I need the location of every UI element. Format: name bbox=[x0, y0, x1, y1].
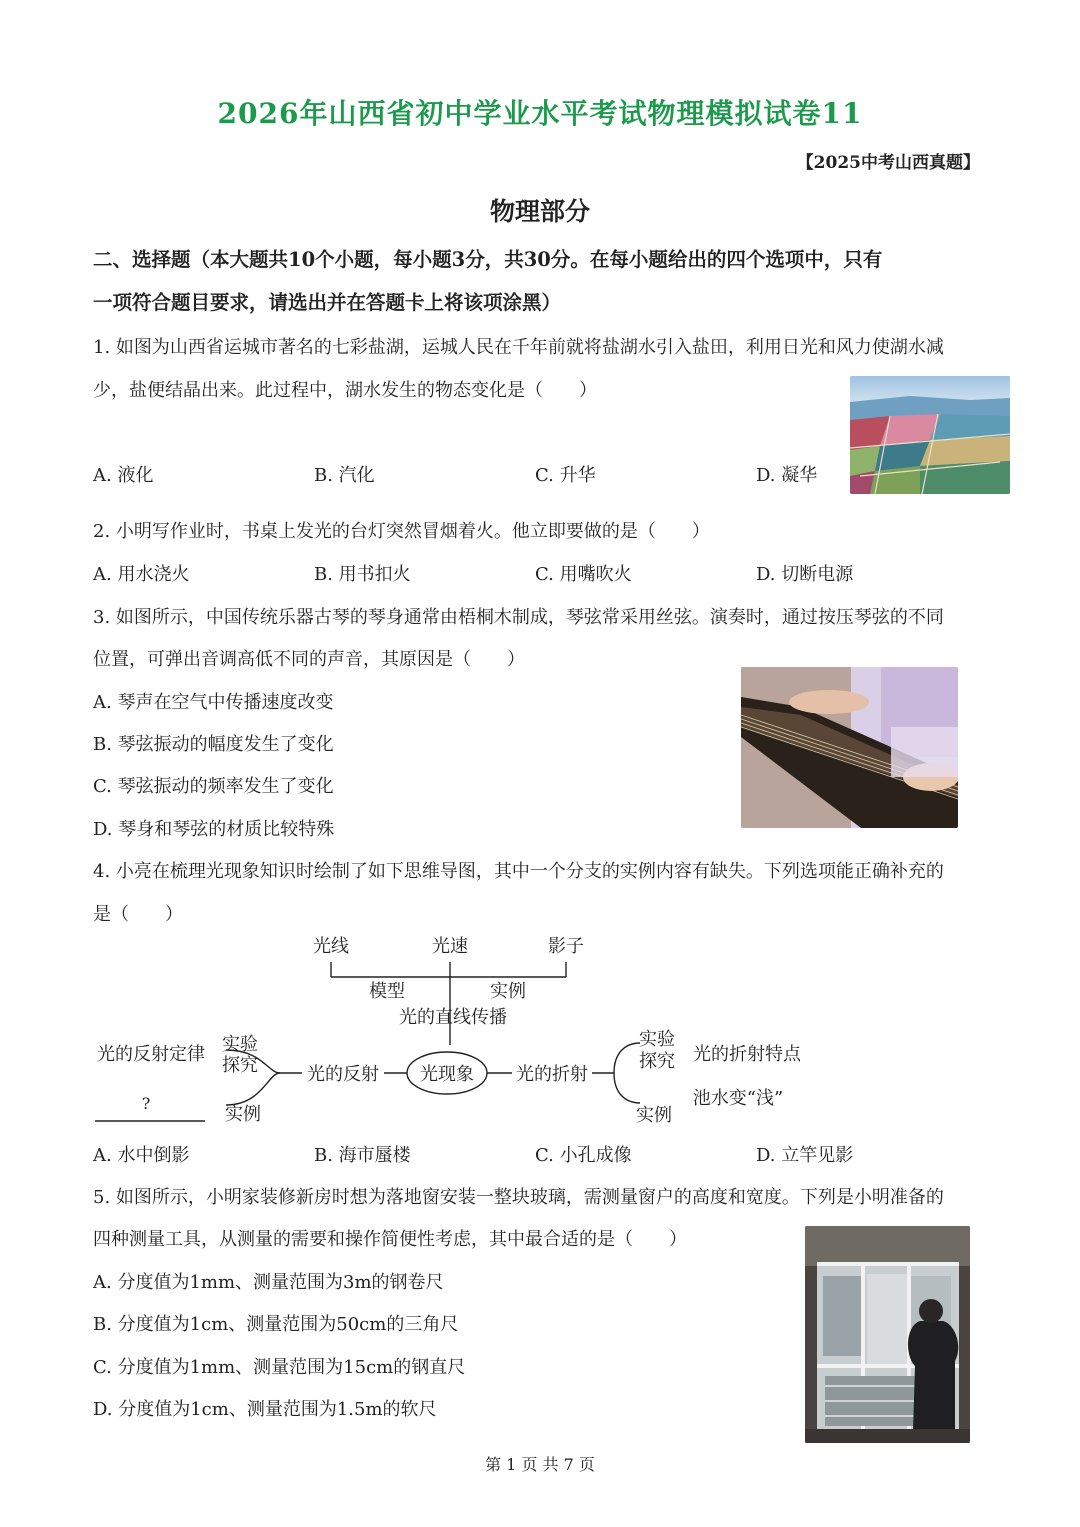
q2-option-a: A. 用水浇火 bbox=[93, 564, 190, 585]
q5-stem-line2: 四种测量工具，从测量的需要和操作简便性考虑，其中最合适的是（ ） bbox=[93, 1229, 687, 1250]
q4-stem-line1: 4. 小亮在梳理光现象知识时绘制了如下思维导图，其中一个分支的实例内容有缺失。下列选项能正确补充的 bbox=[93, 861, 944, 882]
q1-stem-line2: 少，盐便结晶出来。此过程中，湖水发生的物态变化是（ ） bbox=[93, 380, 597, 401]
q2-option-b: B. 用书扣火 bbox=[314, 564, 411, 585]
q1-stem-line1: 1. 如图为山西省运城市著名的七彩盐湖，运城人民在千年前就将盐湖水引入盐田，利用日光和风力使湖水减 bbox=[93, 337, 944, 358]
q5-option-c: C. 分度值为1mm、测量范围为15cm的钢直尺 bbox=[93, 1357, 466, 1378]
guqin-photo bbox=[741, 667, 958, 828]
q4-option-d: D. 立竿见影 bbox=[756, 1145, 854, 1166]
label-example-top: 实例 bbox=[490, 981, 526, 1002]
q3-stem-line2: 位置，可弹出音调高低不同的声音，其原因是（ ） bbox=[93, 649, 525, 670]
label-right-inquiry: 探究 bbox=[639, 1051, 675, 1072]
section-heading-line2: 一项符合题目要求，请选出并在答题卡上将该项涂黑） bbox=[93, 291, 562, 314]
q4-option-c: C. 小孔成像 bbox=[535, 1145, 632, 1166]
q2-stem-line1: 2. 小明写作业时，书桌上发光的台灯突然冒烟着火。他立即要做的是（ ） bbox=[93, 521, 710, 542]
source-tag: 【2025中考山西真题】 bbox=[796, 153, 980, 173]
q1-option-d: D. 凝华 bbox=[756, 465, 818, 486]
q4-stem-line2: 是（ ） bbox=[93, 904, 183, 925]
label-model: 模型 bbox=[369, 981, 405, 1002]
q4-option-b: B. 海市蜃楼 bbox=[314, 1145, 411, 1166]
q5-option-d: D. 分度值为1cm、测量范围为1.5m的软尺 bbox=[93, 1399, 437, 1420]
page-footer: 第 1 页 共 7 页 bbox=[485, 1455, 595, 1474]
q3-option-a: A. 琴声在空气中传播速度改变 bbox=[93, 692, 334, 713]
label-left-inquiry: 探究 bbox=[222, 1055, 258, 1076]
node-refraction-feature: 光的折射特点 bbox=[693, 1044, 801, 1065]
q5-option-b: B. 分度值为1cm、测量范围为50cm的三角尺 bbox=[93, 1314, 459, 1335]
paper-title: 2026年山西省初中学业水平考试物理模拟试卷11 bbox=[217, 97, 863, 130]
q5-stem-line1: 5. 如图所示，小明家装修新房时想为落地窗安装一整块玻璃，需测量窗户的高度和宽度。下列是小明准备的 bbox=[93, 1187, 944, 1208]
q2-option-d: D. 切断电源 bbox=[756, 564, 854, 585]
node-reflection-law: 光的反射定律 bbox=[97, 1044, 205, 1065]
label-left-experiment: 实验 bbox=[222, 1034, 258, 1055]
window-photo bbox=[805, 1226, 970, 1443]
node-light-speed: 光速 bbox=[432, 936, 468, 957]
node-refraction: 光的折射 bbox=[516, 1064, 588, 1085]
q1-option-c: C. 升华 bbox=[535, 465, 596, 486]
label-right-experiment: 实验 bbox=[639, 1029, 675, 1050]
label-right-example: 实例 bbox=[636, 1105, 672, 1126]
q2-option-c: C. 用嘴吹火 bbox=[535, 564, 632, 585]
q3-option-d: D. 琴身和琴弦的材质比较特殊 bbox=[93, 819, 335, 840]
node-missing-example: ? bbox=[141, 1094, 151, 1113]
node-pool-shallower: 池水变“浅” bbox=[692, 1088, 784, 1109]
node-shadow: 影子 bbox=[548, 936, 584, 957]
q5-option-a: A. 分度值为1mm、测量范围为3m的钢卷尺 bbox=[93, 1272, 444, 1293]
mind-map-diagram bbox=[0, 925, 1080, 1135]
node-straight-propagation: 光的直线传播 bbox=[399, 1007, 507, 1028]
q1-option-b: B. 汽化 bbox=[314, 465, 375, 486]
q3-option-c: C. 琴弦振动的频率发生了变化 bbox=[93, 776, 334, 797]
q4-option-a: A. 水中倒影 bbox=[93, 1145, 190, 1166]
q1-option-a: A. 液化 bbox=[93, 465, 154, 486]
q3-option-b: B. 琴弦振动的幅度发生了变化 bbox=[93, 734, 334, 755]
node-light-ray: 光线 bbox=[313, 936, 349, 957]
section-heading-line1: 二、选择题（本大题共10个小题，每小题3分，共30分。在每小题给出的四个选项中，只有 bbox=[93, 248, 883, 271]
salt-lake-photo bbox=[850, 376, 1010, 494]
label-left-example: 实例 bbox=[225, 1104, 261, 1125]
node-reflection: 光的反射 bbox=[307, 1064, 379, 1085]
node-light-phenomena: 光现象 bbox=[420, 1064, 474, 1085]
part-title: 物理部分 bbox=[489, 197, 590, 226]
q3-stem-line1: 3. 如图所示，中国传统乐器古琴的琴身通常由梧桐木制成，琴弦常采用丝弦。演奏时，通过按压琴弦的不同 bbox=[93, 607, 944, 628]
